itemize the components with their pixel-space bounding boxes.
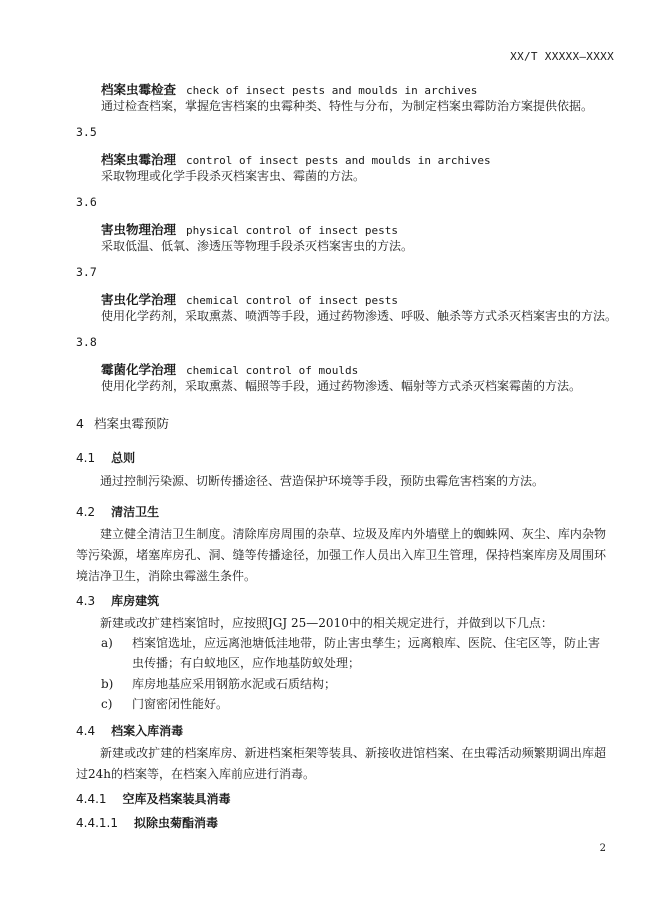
subsection-number: 4.1	[76, 451, 96, 465]
term-definition: 采取低温、低氧、渗透压等物理手段杀灭档案害虫的方法。	[101, 239, 414, 253]
term-definition: 使用化学药剂，采取熏蒸、喷洒等手段，通过药物渗透、呼吸、触杀等方式杀灭档案害虫的方法。	[101, 309, 618, 323]
clause-number: 3.8	[76, 335, 97, 349]
term-en: chemical control of moulds	[186, 364, 359, 377]
term-zh: 档案虫霉治理	[101, 152, 177, 167]
term-zh: 害虫化学治理	[101, 292, 177, 307]
section-number: 4	[76, 416, 84, 431]
clause-number: 3.7	[76, 265, 97, 279]
term-definition: 使用化学药剂，采取熏蒸、幅照等手段，通过药物渗透、幅射等方式杀灭档案霉菌的方法。	[101, 379, 582, 393]
subsection-title: 空库及档案装具消毒	[122, 792, 231, 806]
term-zh: 霉菌化学治理	[101, 362, 177, 377]
list-text: 库房地基应采用钢筋水泥或石质结构；	[132, 677, 337, 691]
term-definition: 通过检查档案，掌握危害档案的虫霉种类、特性与分布，为制定档案虫霉防治方案提供依据。	[101, 99, 594, 113]
term-heading	[101, 150, 491, 168]
page-number: 2	[599, 843, 606, 854]
subsection-heading	[76, 449, 135, 466]
clause-number: 3.6	[76, 195, 97, 209]
paragraph: 建立健全清洁卫生制度。清除库房周围的杂草、垃圾及库内外墙壁上的蜘蛛网、灰尘、库内杂物等污染源，堵塞库房孔、洞、缝等传播途径，加强工作人员出入库卫生管理，保持档案库房及周围环境洁净卫生，消除虫霉滋生条件。	[76, 527, 606, 583]
subsection-title: 拟除虫菊酯消毒	[133, 816, 218, 830]
list-text: 档案馆选址，应远离池塘低洼地带，防止害虫孳生；远离粮库、医院、住宅区等，防止害虫传播；有白蚁地区，应作地基防蚁处理；	[132, 636, 601, 670]
term-en: control of insect pests and moulds in archives	[186, 154, 491, 167]
term-heading	[101, 290, 398, 308]
paragraph: 通过控制污染源、切断传播途径、营造保护环境等手段，预防虫霉危害档案的方法。	[100, 474, 545, 488]
clause-number: 3.5	[76, 125, 97, 139]
term-zh: 档案虫霉检查	[101, 82, 177, 97]
list-marker: c)	[101, 697, 113, 711]
term-en: check of insect pests and moulds in archives	[186, 84, 478, 97]
subsection-number: 4.2	[76, 505, 96, 519]
subsection-number: 4.3	[76, 594, 96, 608]
list-item	[101, 633, 608, 673]
list-marker: a)	[101, 636, 113, 650]
list-text: 门窗密闭性能好。	[132, 697, 229, 711]
subsection-title: 库房建筑	[111, 594, 160, 608]
subsection-heading	[76, 503, 159, 520]
term-heading	[101, 220, 398, 238]
subsection-title: 总则	[111, 451, 136, 465]
list-item	[101, 694, 608, 714]
subsection-heading	[76, 814, 218, 831]
term-definition: 采取物理或化学手段杀灭档案害虫、霉菌的方法。	[101, 169, 366, 183]
subsection-number: 4.4.1.1	[76, 816, 118, 830]
paragraph: 新建或改扩建的档案库房、新进档案柜架等装具、新接收进馆档案、在虫霉活动频繁期调出库超过24h的档案等，在档案入库前应进行消毒。	[76, 746, 606, 781]
term-en: physical control of insect pests	[186, 224, 398, 237]
subsection-heading	[76, 722, 183, 739]
term-heading	[101, 360, 358, 378]
subsection-heading	[76, 592, 159, 609]
subsection-title: 档案入库消毒	[111, 724, 184, 738]
subsection-number: 4.4	[76, 724, 96, 738]
term-heading	[101, 80, 477, 98]
subsection-heading	[76, 790, 231, 807]
list-item	[101, 674, 608, 694]
subsection-title: 清洁卫生	[111, 505, 160, 519]
section-title: 档案虫霉预防	[93, 416, 169, 431]
document-code-header: XX/T XXXXX—XXXX	[510, 50, 614, 63]
term-zh: 害虫物理治理	[101, 222, 177, 237]
list-marker: b)	[101, 677, 114, 691]
subsection-number: 4.4.1	[76, 792, 107, 806]
term-en: chemical control of insect pests	[186, 294, 398, 307]
paragraph: 新建或改扩建档案馆时，应按照JGJ 25—2010中的相关规定进行，并做到以下几点：	[100, 616, 553, 630]
section-heading	[76, 414, 169, 432]
